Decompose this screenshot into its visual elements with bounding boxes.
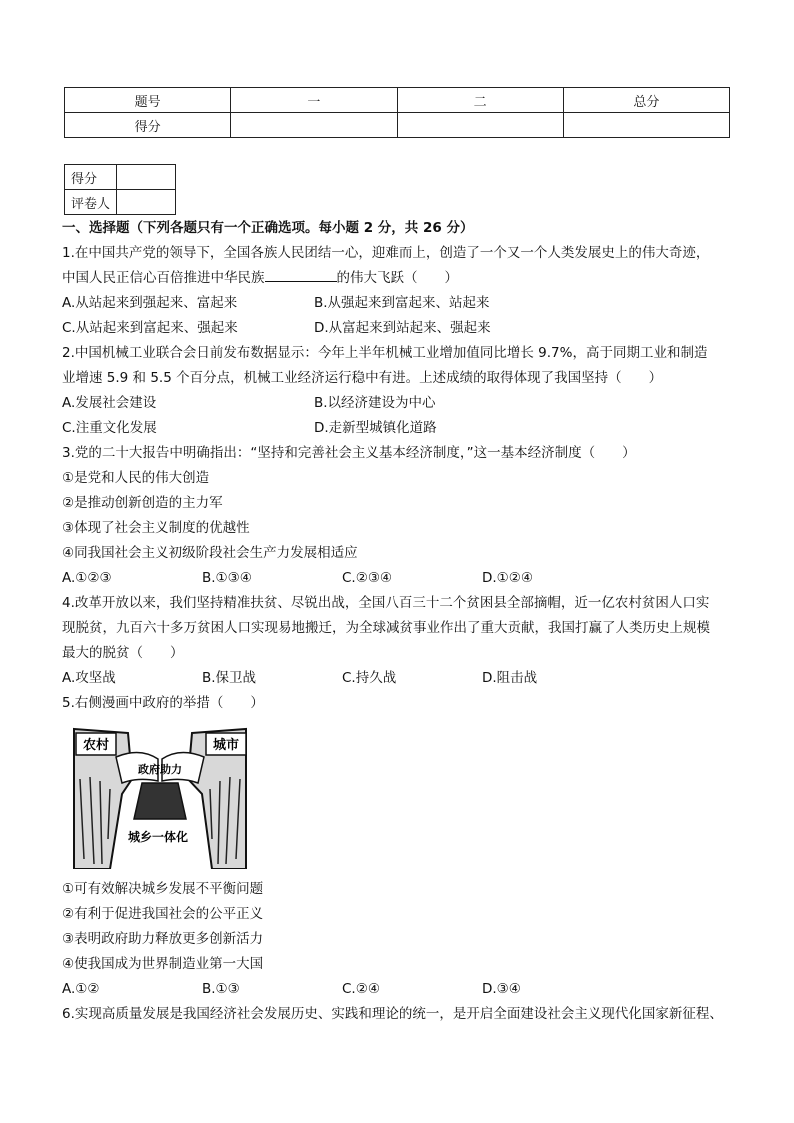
q1-options-row — [62, 291, 742, 316]
q5-options-row — [62, 977, 742, 1002]
q3-statement: ①是党和人民的伟大创造 — [62, 470, 210, 486]
q2-option-d[interactable]: D.走新型城镇化道路 — [314, 420, 437, 436]
section-title: 一、选择题（下列各题只有一个正确选项。每小题 2 分，共 26 分） — [62, 220, 474, 236]
q4-option-c[interactable]: C.持久战 — [342, 670, 397, 686]
score-cell[interactable] — [231, 113, 397, 138]
right-sign-label: 城市 — [212, 738, 240, 753]
q4-option-b[interactable]: B.保卫战 — [202, 670, 257, 686]
q2-stem-line: 业增速 5.9 和 5.5 个百分点，机械工业经济运行稳中有进。上述成绩的取得体现了我国坚持（ ） — [62, 370, 663, 386]
q1-option-a[interactable]: A.从站起来到强起来、富起来 — [62, 295, 238, 311]
q4-options-row — [62, 666, 742, 691]
grader-score-row — [65, 165, 176, 190]
q3-option-a[interactable]: A.①②③ — [62, 570, 112, 586]
cartoon-image — [70, 719, 250, 869]
q5-option-d[interactable]: D.③④ — [482, 981, 521, 997]
q1-options-row — [62, 316, 742, 341]
score-header-cell: 二 — [397, 88, 563, 113]
q2-options-row — [62, 391, 742, 416]
q3-stem-line: 3.党的二十大报告中明确指出：“坚持和完善社会主义基本经济制度，”这一基本经济制度（ ） — [62, 445, 636, 461]
q3-option-d[interactable]: D.①②④ — [482, 570, 533, 586]
score-cell[interactable] — [563, 113, 729, 138]
q3-option-b[interactable]: B.①③④ — [202, 570, 252, 586]
score-row-label: 得分 — [65, 113, 231, 138]
q4-option-d[interactable]: D.阻击战 — [482, 670, 538, 686]
q1-stem-line: 1.在中国共产党的领导下，全国各族人民团结一心，迎难而上，创造了一个又一个人类发展史上的伟大奇迹， — [62, 245, 710, 261]
q3-statement: ③体现了社会主义制度的优越性 — [62, 520, 250, 536]
q2-option-a[interactable]: A.发展社会建设 — [62, 395, 157, 411]
score-table-header-row — [65, 88, 730, 113]
score-table-score-row — [65, 113, 730, 138]
q5-statement: ③表明政府助力释放更多创新活力 — [62, 931, 264, 947]
q4-stem-line: 4.改革开放以来，我们坚持精准扶贫、尽锐出战，全国八百三十二个贫困县全部摘帽，近一亿农村贫困人口实 — [62, 595, 710, 611]
q5-option-b[interactable]: B.①③ — [202, 981, 240, 997]
q1-stem-after-blank: 的伟大飞跃（ ） — [336, 270, 458, 286]
hand-label: 政府助力 — [138, 763, 182, 776]
grader-name-row — [65, 190, 176, 215]
grader-name-label: 评卷人 — [65, 190, 117, 215]
left-sign-label: 农村 — [82, 738, 110, 753]
grader-table — [64, 164, 176, 215]
score-header-cell: 总分 — [563, 88, 729, 113]
score-header-cell: 题号 — [65, 88, 231, 113]
q1-option-b[interactable]: B.从强起来到富起来、站起来 — [314, 295, 490, 311]
q1-option-d[interactable]: D.从富起来到站起来、强起来 — [314, 320, 491, 336]
answer-blank — [265, 267, 337, 282]
q5-stem-line: 5.右侧漫画中政府的举措（ ） — [62, 695, 264, 711]
q1-stem-before-blank: 中国人民正信心百倍推进中华民族 — [62, 270, 265, 286]
q1-option-c[interactable]: C.从站起来到富起来、强起来 — [62, 320, 238, 336]
q3-statement: ②是推动创新创造的主力军 — [62, 495, 223, 511]
q2-stem-line: 2.中国机械工业联合会日前发布数据显示：今年上半年机械工业增加值同比增长 9.7%，高于同期工业和制造 — [62, 345, 708, 361]
q3-options-row — [62, 566, 742, 591]
score-table — [64, 87, 730, 138]
q4-stem-line: 现脱贫，九百六十多万贫困人口实现易地搬迁，为全球减贫事业作出了重大贡献，我国打赢了人类历史上规模 — [62, 620, 710, 636]
q5-statement: ④使我国成为世界制造业第一大国 — [62, 956, 264, 972]
grader-name-cell[interactable] — [117, 190, 176, 215]
q4-stem-line: 最大的脱贫（ ） — [62, 645, 184, 661]
q5-option-a[interactable]: A.①② — [62, 981, 100, 997]
support-pillar — [134, 783, 186, 819]
q2-option-b[interactable]: B.以经济建设为中心 — [314, 395, 436, 411]
grader-score-label: 得分 — [65, 165, 117, 190]
q4-option-a[interactable]: A.攻坚战 — [62, 670, 116, 686]
cartoon-caption: 城乡一体化 — [127, 830, 189, 844]
q3-statement: ④同我国社会主义初级阶段社会生产力发展相适应 — [62, 545, 358, 561]
exam-content — [62, 216, 742, 1027]
q6-stem-line: 6.实现高质量发展是我国经济社会发展历史、实践和理论的统一，是开启全面建设社会主义现代化国家新征程、 — [62, 1006, 723, 1022]
q2-option-c[interactable]: C.注重文化发展 — [62, 420, 157, 436]
q3-option-c[interactable]: C.②③④ — [342, 570, 393, 586]
q1-stem-line — [62, 266, 742, 291]
q5-statement: ②有利于促进我国社会的公平正义 — [62, 906, 264, 922]
q5-option-c[interactable]: C.②④ — [342, 981, 380, 997]
q5-statement: ①可有效解决城乡发展不平衡问题 — [62, 881, 264, 897]
grader-score-cell[interactable] — [117, 165, 176, 190]
score-cell[interactable] — [397, 113, 563, 138]
score-header-cell: 一 — [231, 88, 397, 113]
q2-options-row — [62, 416, 742, 441]
